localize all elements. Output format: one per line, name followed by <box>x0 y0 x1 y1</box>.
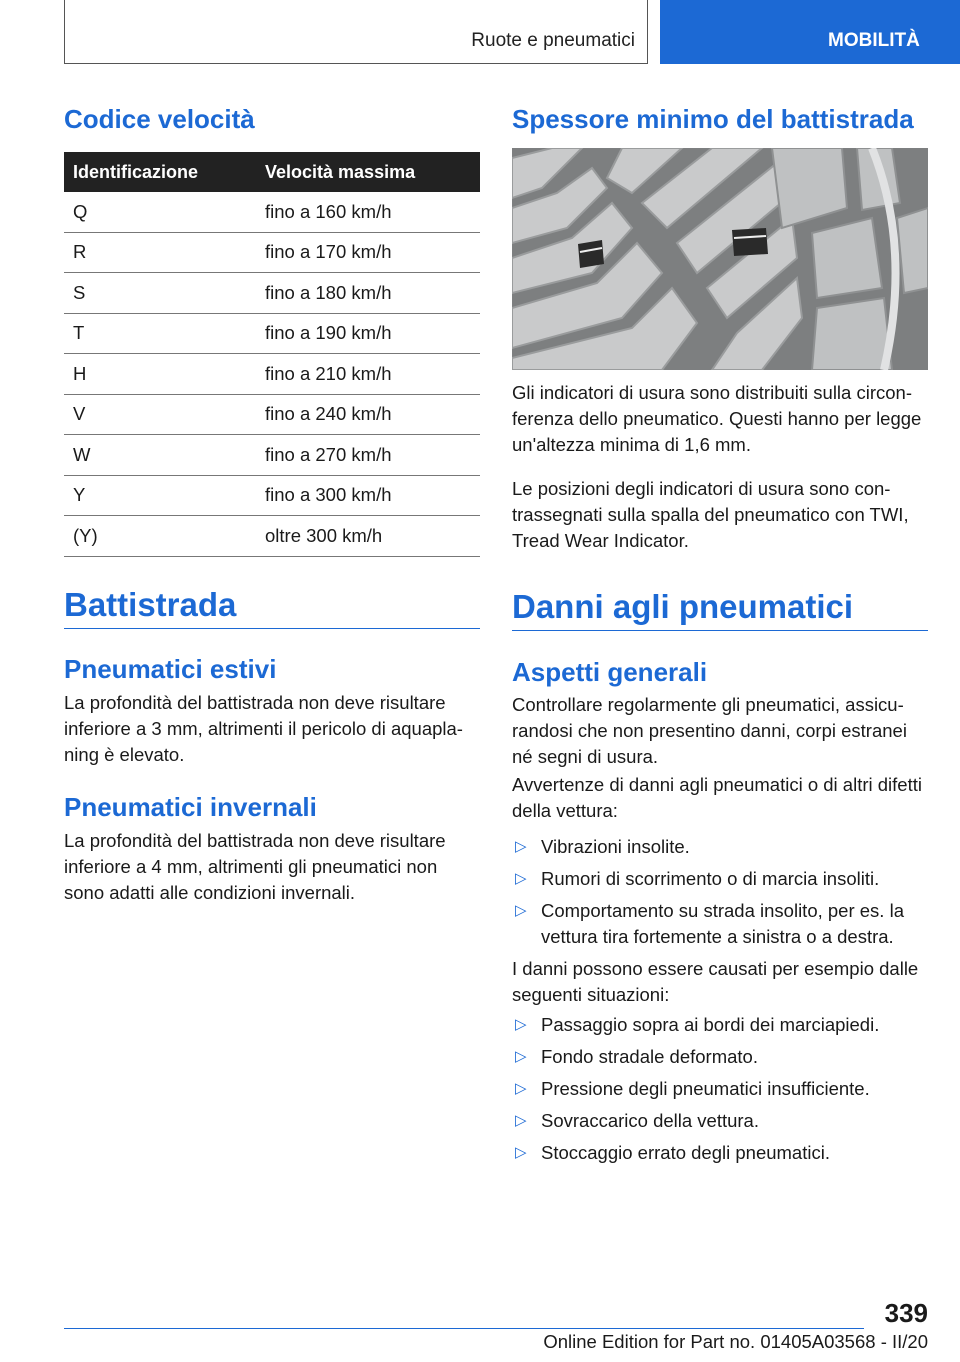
speed-value: fino a 180 km/h <box>256 273 480 314</box>
speed-code-title: Codice velocità <box>64 104 255 134</box>
table-row <box>64 232 480 273</box>
speed-id: V <box>64 394 256 435</box>
speed-id: Q <box>64 192 256 232</box>
damage-para-3: I danni possono essere causati per esempio dalle seguenti situazioni: <box>512 958 919 1005</box>
speed-value: fino a 240 km/h <box>256 394 480 435</box>
list-item: ▷ Passaggio sopra ai bordi dei marciapiedi. <box>512 1012 928 1038</box>
speed-id: T <box>64 313 256 354</box>
speed-id: H <box>64 354 256 395</box>
speed-value: oltre 300 km/h <box>256 516 480 557</box>
footer-edition: Online Edition for Part no. 01405A03568 - II/20 <box>543 1331 928 1352</box>
header-chapter-tab <box>660 0 960 64</box>
footer-divider <box>64 1328 864 1329</box>
speed-id: S <box>64 273 256 314</box>
table-header-id: Identificazione <box>64 152 256 192</box>
triangle-bullet-icon: ▷ <box>515 1112 527 1129</box>
min-tread-para-2: Le posizioni degli indicatori di usura sono contrassegnati sulla spalla del pneumatico con TWI, Tread Wear Indicator. <box>512 478 909 551</box>
speed-value: fino a 270 km/h <box>256 435 480 476</box>
min-tread-para-1: Gli indicatori di usura sono distribuiti sulla circonferenza dello pneumatico. Questi hanno per legge un'altezza minima di 1,6 mm. <box>512 382 922 455</box>
damage-para-1: Controllare regolarmente gli pneumatici, assicurandosi che non presentino danni, corpi estranei né segni di usura. <box>512 694 907 767</box>
triangle-bullet-icon: ▷ <box>515 1048 527 1065</box>
page-number: 339 <box>884 1298 928 1328</box>
speed-id: W <box>64 435 256 476</box>
winter-tires-title: Pneumatici invernali <box>64 792 317 822</box>
tread-wear-indicator-illustration <box>512 148 928 370</box>
table-header-row <box>64 152 480 192</box>
general-aspects-title: Aspetti generali <box>512 657 708 687</box>
summer-tires-title: Pneumatici estivi <box>64 654 277 684</box>
triangle-bullet-icon: ▷ <box>515 902 527 919</box>
summer-tires-text: La profondità del battistrada non deve risultare inferiore a 3 mm, altrimenti il pericolo di aquaplaning è elevato. <box>64 692 463 765</box>
speed-id: R <box>64 232 256 273</box>
triangle-bullet-icon: ▷ <box>515 1016 527 1033</box>
speed-id: (Y) <box>64 516 256 557</box>
list-item: ▷ Comportamento su strada insolito, per es. la vettura tira fortemente a sinistra o a destra. <box>515 900 904 947</box>
speed-id: Y <box>64 475 256 516</box>
speed-value: fino a 190 km/h <box>256 313 480 354</box>
speed-value: fino a 160 km/h <box>256 192 480 232</box>
list-item: ▷ Sovraccarico della vettura. <box>512 1108 928 1134</box>
triangle-bullet-icon: ▷ <box>515 870 527 887</box>
header-section-title: Ruote e pneumatici <box>471 30 635 51</box>
table-row <box>64 192 480 232</box>
speed-value: fino a 210 km/h <box>256 354 480 395</box>
list-item: ▷ Vibrazioni insolite. <box>512 834 928 860</box>
winter-tires-text: La profondità del battistrada non deve risultare inferiore a 4 mm, altrimenti gli pneumatici non sono adatti alle condizioni invernali. <box>64 830 446 903</box>
tread-section-title: Battistrada <box>64 586 480 629</box>
damage-para-2: Avvertenze di danni agli pneumatici o di altri difetti della vettura: <box>512 774 922 821</box>
speed-value: fino a 170 km/h <box>256 232 480 273</box>
triangle-bullet-icon: ▷ <box>515 1080 527 1097</box>
table-row <box>64 354 480 395</box>
header-chapter-label: MOBILITÀ <box>828 30 920 51</box>
table-header-speed: Velocità massima <box>256 152 480 192</box>
table-row <box>64 273 480 314</box>
list-item: ▷ Fondo stradale deformato. <box>512 1044 928 1070</box>
table-row <box>64 394 480 435</box>
list-item: ▷ Pressione degli pneumatici insufficiente. <box>512 1076 928 1102</box>
table-row <box>64 475 480 516</box>
triangle-bullet-icon: ▷ <box>515 1144 527 1161</box>
damage-signs-list <box>512 834 928 956</box>
damage-causes-list <box>512 1012 928 1172</box>
speed-value: fino a 300 km/h <box>256 475 480 516</box>
triangle-bullet-icon: ▷ <box>515 838 527 855</box>
min-tread-title: Spessore minimo del battistrada <box>512 104 914 134</box>
table-row <box>64 313 480 354</box>
list-item: ▷ Rumori di scorrimento o di marcia insoliti. <box>512 866 928 892</box>
list-item: ▷ Stoccaggio errato degli pneumatici. <box>512 1140 928 1166</box>
table-row <box>64 435 480 476</box>
damage-section-title: Danni agli pneumatici <box>512 588 928 631</box>
speed-code-table <box>64 152 480 557</box>
table-row <box>64 516 480 557</box>
header-section-box <box>64 0 648 64</box>
